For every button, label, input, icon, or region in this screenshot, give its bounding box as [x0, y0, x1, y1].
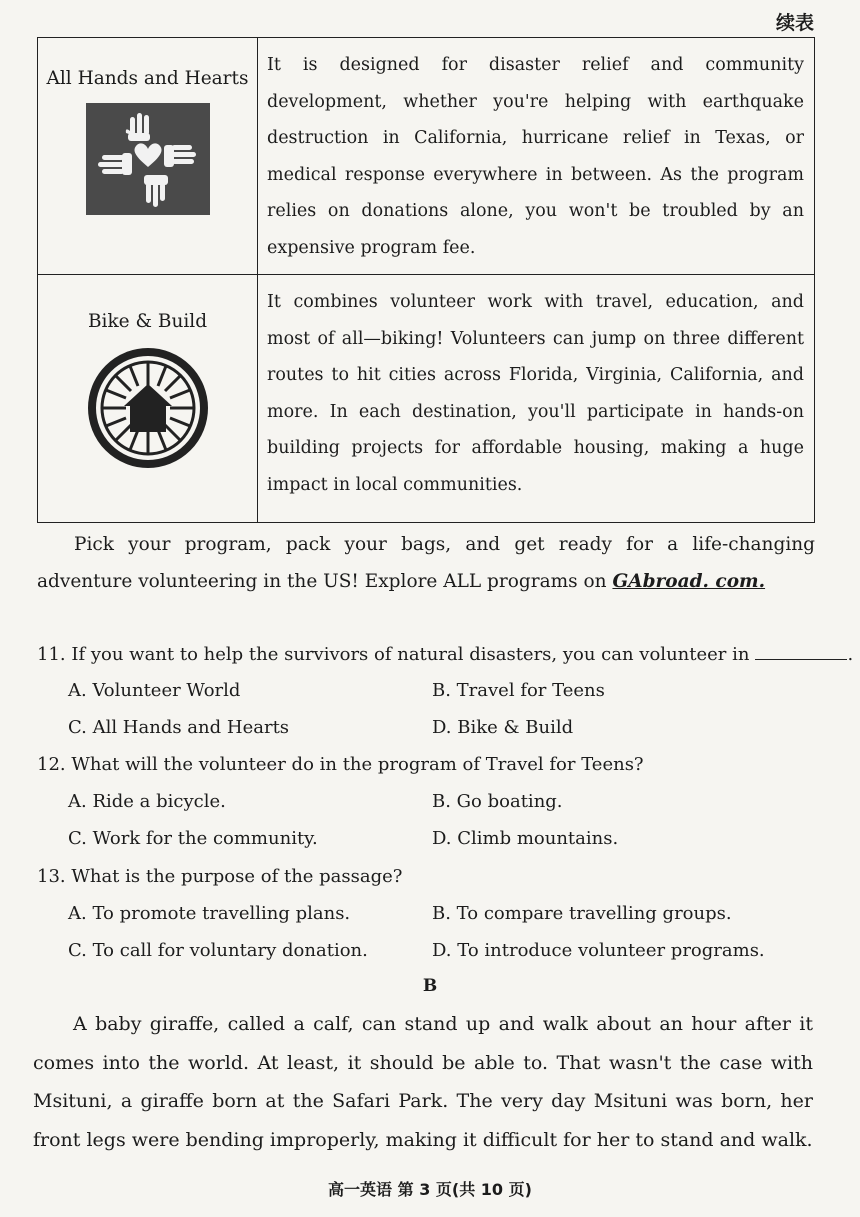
option-12-c: C. Work for the community.: [68, 828, 318, 849]
closing-paragraph: [37, 526, 815, 600]
option-13-a: A. To promote travelling plans.: [68, 903, 351, 924]
answer-blank: [755, 646, 847, 660]
option-11-d: D. Bike & Build: [432, 717, 574, 738]
continued-label: 续表: [775, 12, 814, 34]
table-row: [38, 275, 815, 523]
option-11-b: B. Travel for Teens: [432, 680, 605, 701]
question-end: .: [847, 644, 854, 665]
option-12-d: D. Climb mountains.: [432, 828, 619, 849]
question-12: 12. What will the volunteer do in the program of Travel for Teens?: [37, 754, 644, 775]
option-12-a: A. Ride a bicycle.: [68, 791, 226, 812]
option-13-d: D. To introduce volunteer programs.: [432, 940, 765, 961]
program-description: It is designed for disaster relief and community development, whether you're helping with earthquake destruction in California, hurricane relief in Texas, or medical response everywhere in between. As the program relies on donations alone, you won't be troubled by an expensive program fee.: [258, 38, 815, 275]
question-11: [37, 644, 853, 665]
program-name-cell: [38, 38, 258, 275]
page-footer: 高一英语 第 3 页(共 10 页): [328, 1180, 532, 1199]
hands-heart-icon: [86, 103, 210, 219]
question-13: 13. What is the purpose of the passage?: [37, 866, 403, 887]
table-row: [38, 38, 815, 275]
section-b-paragraph: [33, 1005, 813, 1159]
option-13-c: C. To call for voluntary donation.: [68, 940, 368, 961]
section-b-text: A baby giraffe, called a calf, can stand up and walk about an hour after it comes into the world. At least, it should be able to. That wasn't the case with Msituni, a giraffe born at the Safari Park. The very day Msituni was born, her front legs were bending improperly, making it difficult for her to stand and walk.: [33, 1013, 813, 1151]
wheel-house-icon: [86, 346, 210, 474]
programs-table: [37, 37, 815, 523]
program-name: Bike & Build: [87, 311, 208, 332]
question-stem: 11. If you want to help the survivors of natural disasters, you can volunteer in: [37, 644, 750, 665]
program-name-cell: [38, 275, 258, 523]
site-link[interactable]: GAbroad. com.: [612, 571, 766, 592]
section-b-label: B: [422, 976, 438, 996]
program-description: It combines volunteer work with travel, education, and most of all—biking! Volunteers can jump on three different routes to hit cities across Florida, Virginia, California, and more. In each destination, you'll participate in hands-on building projects for affordable housing, making a huge impact in local communities.: [258, 275, 815, 523]
option-11-c: C. All Hands and Hearts: [68, 717, 290, 738]
closing-text: Pick your program, pack your bags, and get ready for a life-changing adventure volunteering in the US! Explore ALL programs on: [37, 534, 815, 592]
option-12-b: B. Go boating.: [432, 791, 563, 812]
program-name: All Hands and Hearts: [46, 68, 249, 89]
option-13-b: B. To compare travelling groups.: [432, 903, 732, 924]
option-11-a: A. Volunteer World: [68, 680, 241, 701]
